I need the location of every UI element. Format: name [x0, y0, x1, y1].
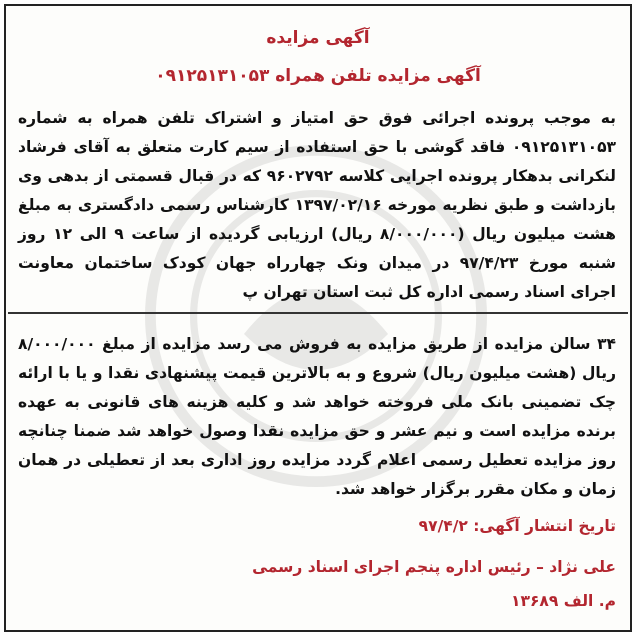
notice-paragraph-2: ۳۴ سالن مزایده از طریق مزایده به فروش می رسد مزایده از مبلغ ۸/۰۰۰/۰۰۰ ریال (هشت میلیون ریال) شروع و به بالاترین قیمت پیشنهادی نقدا و یا با ارائه چک تضمینی بانک ملی فروخته خواهد شد و کلیه هزینه های قانونی به عهده برنده مزایده است و نیم عشر و حق مزایده نقدا وصول خواهد شد ضمنا چنانچه روز مزایده تعطیل رسمی اعلام گردد مزایده روز اداری بعد از تعطیلی در همان زمان و مکان مقرر برگزار خواهد شد.	[18, 335, 616, 498]
publish-date: تاریخ انتشار آگهی: ۹۷/۴/۲	[418, 517, 616, 535]
notice-subtitle: آگهی مزایده تلفن همراه ۰۹۱۲۵۱۳۱۰۵۳	[155, 66, 481, 86]
notice-top-panel	[8, 8, 628, 314]
signature-line: علی نژاد – رئیس اداره پنجم اجرای اسناد رسمی	[252, 558, 616, 576]
notice-paragraph-1: به موجب پرونده اجرائی فوق حق امتیاز و اشتراک تلفن همراه به شماره ۰۹۱۲۵۱۳۱۰۵۳ فاقد گوشی با حق استفاده از سیم کارت متعلق به آقای فرشاد لنکرانی بدهکار پرونده اجرایی کلاسه ۹۶۰۲۷۹۲ که در قبال قسمتی از بدهی وی بازداشت و طبق نظریه مورخه ۱۳۹۷/۰۲/۱۶ کارشناس رسمی دادگستری به مبلغ هشت میلیون ریال (۸/۰۰۰/۰۰۰ ریال) ارزیابی گردیده از ساعت ۹ الی ۱۲ روز شنبه مورخ ۹۷/۴/۲۳ در میدان ونک چهارراه جهان کودک ساختمان معاونت اجرای اسناد رسمی اداره کل ثبت استان تهران پ	[18, 109, 617, 301]
auction-notice	[4, 4, 632, 632]
notice-bottom-panel	[8, 318, 628, 628]
reference-code: م. الف ۱۳۶۸۹	[511, 592, 616, 610]
notice-title: آگهی مزایده	[266, 28, 370, 48]
